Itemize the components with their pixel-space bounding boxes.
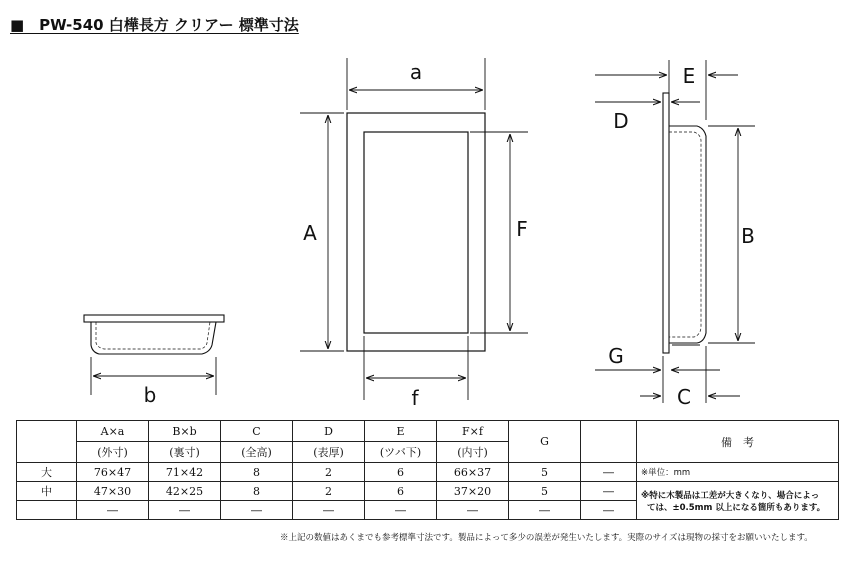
table-cell: 76×47 [77,463,149,482]
table-cell: ― [581,463,637,482]
dim-label-a: a [409,60,423,84]
side-view-bottom [84,315,224,354]
header-subcell: (裏寸) [149,442,221,463]
note-unit: ※単位：mm [637,463,839,482]
footnote: ※上記の数値はあくまでも参考標準寸法です。製品によって多少の誤差が発生いたします。実際のサイズは現物の採寸をお願いいたします。 [280,533,813,543]
dim-label-f: f [411,386,419,410]
table-cell: 66×37 [437,463,509,482]
dimension-table [16,420,839,520]
table-cell: 37×20 [437,482,509,501]
header-subcell: (外寸) [77,442,149,463]
table-cell: 中 [17,482,77,501]
table-cell: ― [581,482,637,501]
dim-label-G: G [608,344,624,368]
table-cell: ― [509,501,581,520]
header-cell-empty [17,421,77,463]
header-subcell: (内寸) [437,442,509,463]
note-line: ※特に木製品は工差が大きくなり、場合によっ [641,490,820,501]
table-cell [17,501,77,520]
dim-label-F: F [516,217,528,241]
dim-label-A: A [303,221,317,245]
side-view-right [663,93,706,353]
table-cell: ― [293,501,365,520]
header-cell: A×a [77,421,149,442]
table-cell: 8 [221,463,293,482]
note-line: ては、±0.5mm 以上になる箇所もあります。 [647,502,826,513]
table-cell: 5 [509,482,581,501]
table-row [17,463,839,482]
table-cell: ― [77,501,149,520]
table-header-row-top [17,421,839,442]
dim-label-B: B [741,224,755,248]
header-cell: C [221,421,293,442]
header-cell-empty [581,421,637,463]
dim-label-C: C [677,385,691,409]
page-title: ■ PW-540 白樺長方 クリアー 標準寸法 [10,16,299,34]
table-cell: ― [221,501,293,520]
table-cell: 8 [221,482,293,501]
header-cell: D [293,421,365,442]
header-subcell: (全高) [221,442,293,463]
header-cell: G [509,421,581,463]
header-cell-notes: 備 考 [637,421,839,463]
note-tolerance [637,482,839,520]
dim-label-D: D [613,109,629,133]
dim-label-E: E [682,64,696,88]
table-row [17,482,839,501]
header-subcell: (ツバ下) [365,442,437,463]
table-cell: ― [581,501,637,520]
table-cell: 5 [509,463,581,482]
front-view-dimension-lines [300,58,528,400]
table-cell: 2 [293,463,365,482]
table-cell: ― [365,501,437,520]
dim-label-b: b [143,383,157,407]
front-view [347,113,485,351]
table-cell: ― [437,501,509,520]
header-cell: B×b [149,421,221,442]
table-cell: 47×30 [77,482,149,501]
table-cell: ― [149,501,221,520]
table-cell: 6 [365,463,437,482]
header-cell: F×f [437,421,509,442]
table-cell: 大 [17,463,77,482]
header-cell: E [365,421,437,442]
table-cell: 71×42 [149,463,221,482]
header-subcell: (表厚) [293,442,365,463]
table-cell: 6 [365,482,437,501]
table-cell: 2 [293,482,365,501]
table-cell: 42×25 [149,482,221,501]
